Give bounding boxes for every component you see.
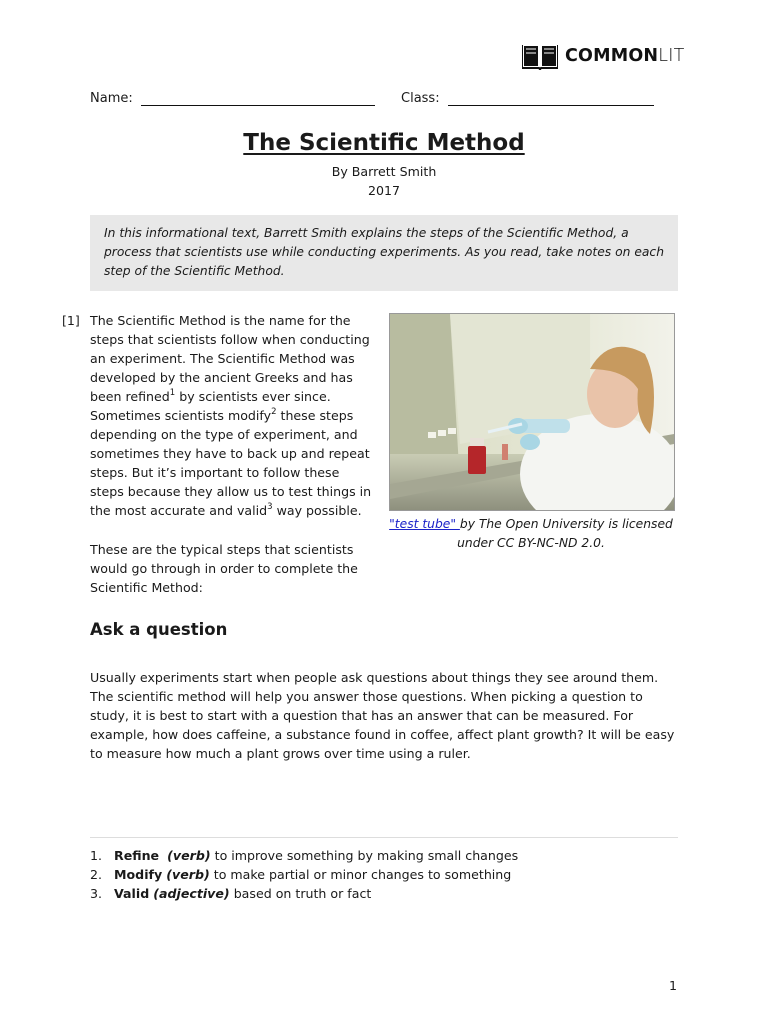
footnote-ref-1[interactable]: 1 [169,387,176,398]
footnote-divider [90,837,678,838]
photo-caption [389,515,673,553]
paragraph-3: Usually experiments start when people ask questions about things they see around them. The scientific method will help you answer those questions. When picking a question to study, it is best to start with a question that has an answer that can be measured. For example, how does caffeine, a substance found in coffee, affect plant growth? It will be easy to measure how much a plant grows over time using a ruler. [90,670,675,761]
name-label: Name: [90,91,133,106]
logo-bold: COMMON [565,46,659,66]
intro-box [90,215,678,291]
paragraph-number: [1] [62,313,80,328]
commonlit-logo [522,42,684,70]
intro-text: In this informational text, Barrett Smith explains the steps of the Scientific Method, a process that scientists use while conducting experiments. As you read, take notes on each step of the Scientific Method. [104,226,664,278]
paragraph-2: These are the typical steps that scientists would go through in order to complete the Scientific Method: [90,542,358,595]
section-heading: Ask a question [90,620,228,639]
class-line[interactable] [448,91,654,106]
name-line[interactable] [141,91,375,106]
class-label: Class: [401,91,440,106]
logo-light: LIT [658,46,685,66]
book-icon [522,42,558,70]
footnote-item: 2. Modify (verb) to make partial or minor changes to something [90,867,512,882]
paragraph-1: The Scientific Method is the name for the steps that scientists follow when conducting an experiment. The Scientific Method was developed by the ancient Greeks and has been refined$^1$ by scientists ever since. Sometimes scientists modify$^2$ these steps depending on the type of experiment, and sometimes they have to back up and repeat steps. But it’s important to follow these steps because they allow us to test things in the most accurate and valid$^3$ way possible. [90,313,372,518]
caption-link[interactable]: "test tube" [389,517,460,531]
name-field[interactable] [90,91,375,106]
article-title: The Scientific Method [243,130,525,156]
page-number: 1 [668,978,677,993]
footnote-item: 3. Valid (adjective) based on truth or fact [90,886,372,901]
footnote-item: 1. Refine (verb) to improve something by making small changes [90,848,519,863]
footnote-ref-3[interactable]: 3 [267,501,273,512]
publication-year: 2017 [367,183,401,198]
caption-credit: by The Open University is licensed under CC BY-NC-ND 2.0. [457,517,673,550]
footnotes-list [90,848,678,905]
author-byline: By Barrett Smith [331,164,437,179]
logo-wordmark [565,46,684,66]
lab-photo [389,313,675,511]
class-field[interactable] [401,91,654,106]
footnote-ref-2[interactable]: 2 [271,406,277,417]
